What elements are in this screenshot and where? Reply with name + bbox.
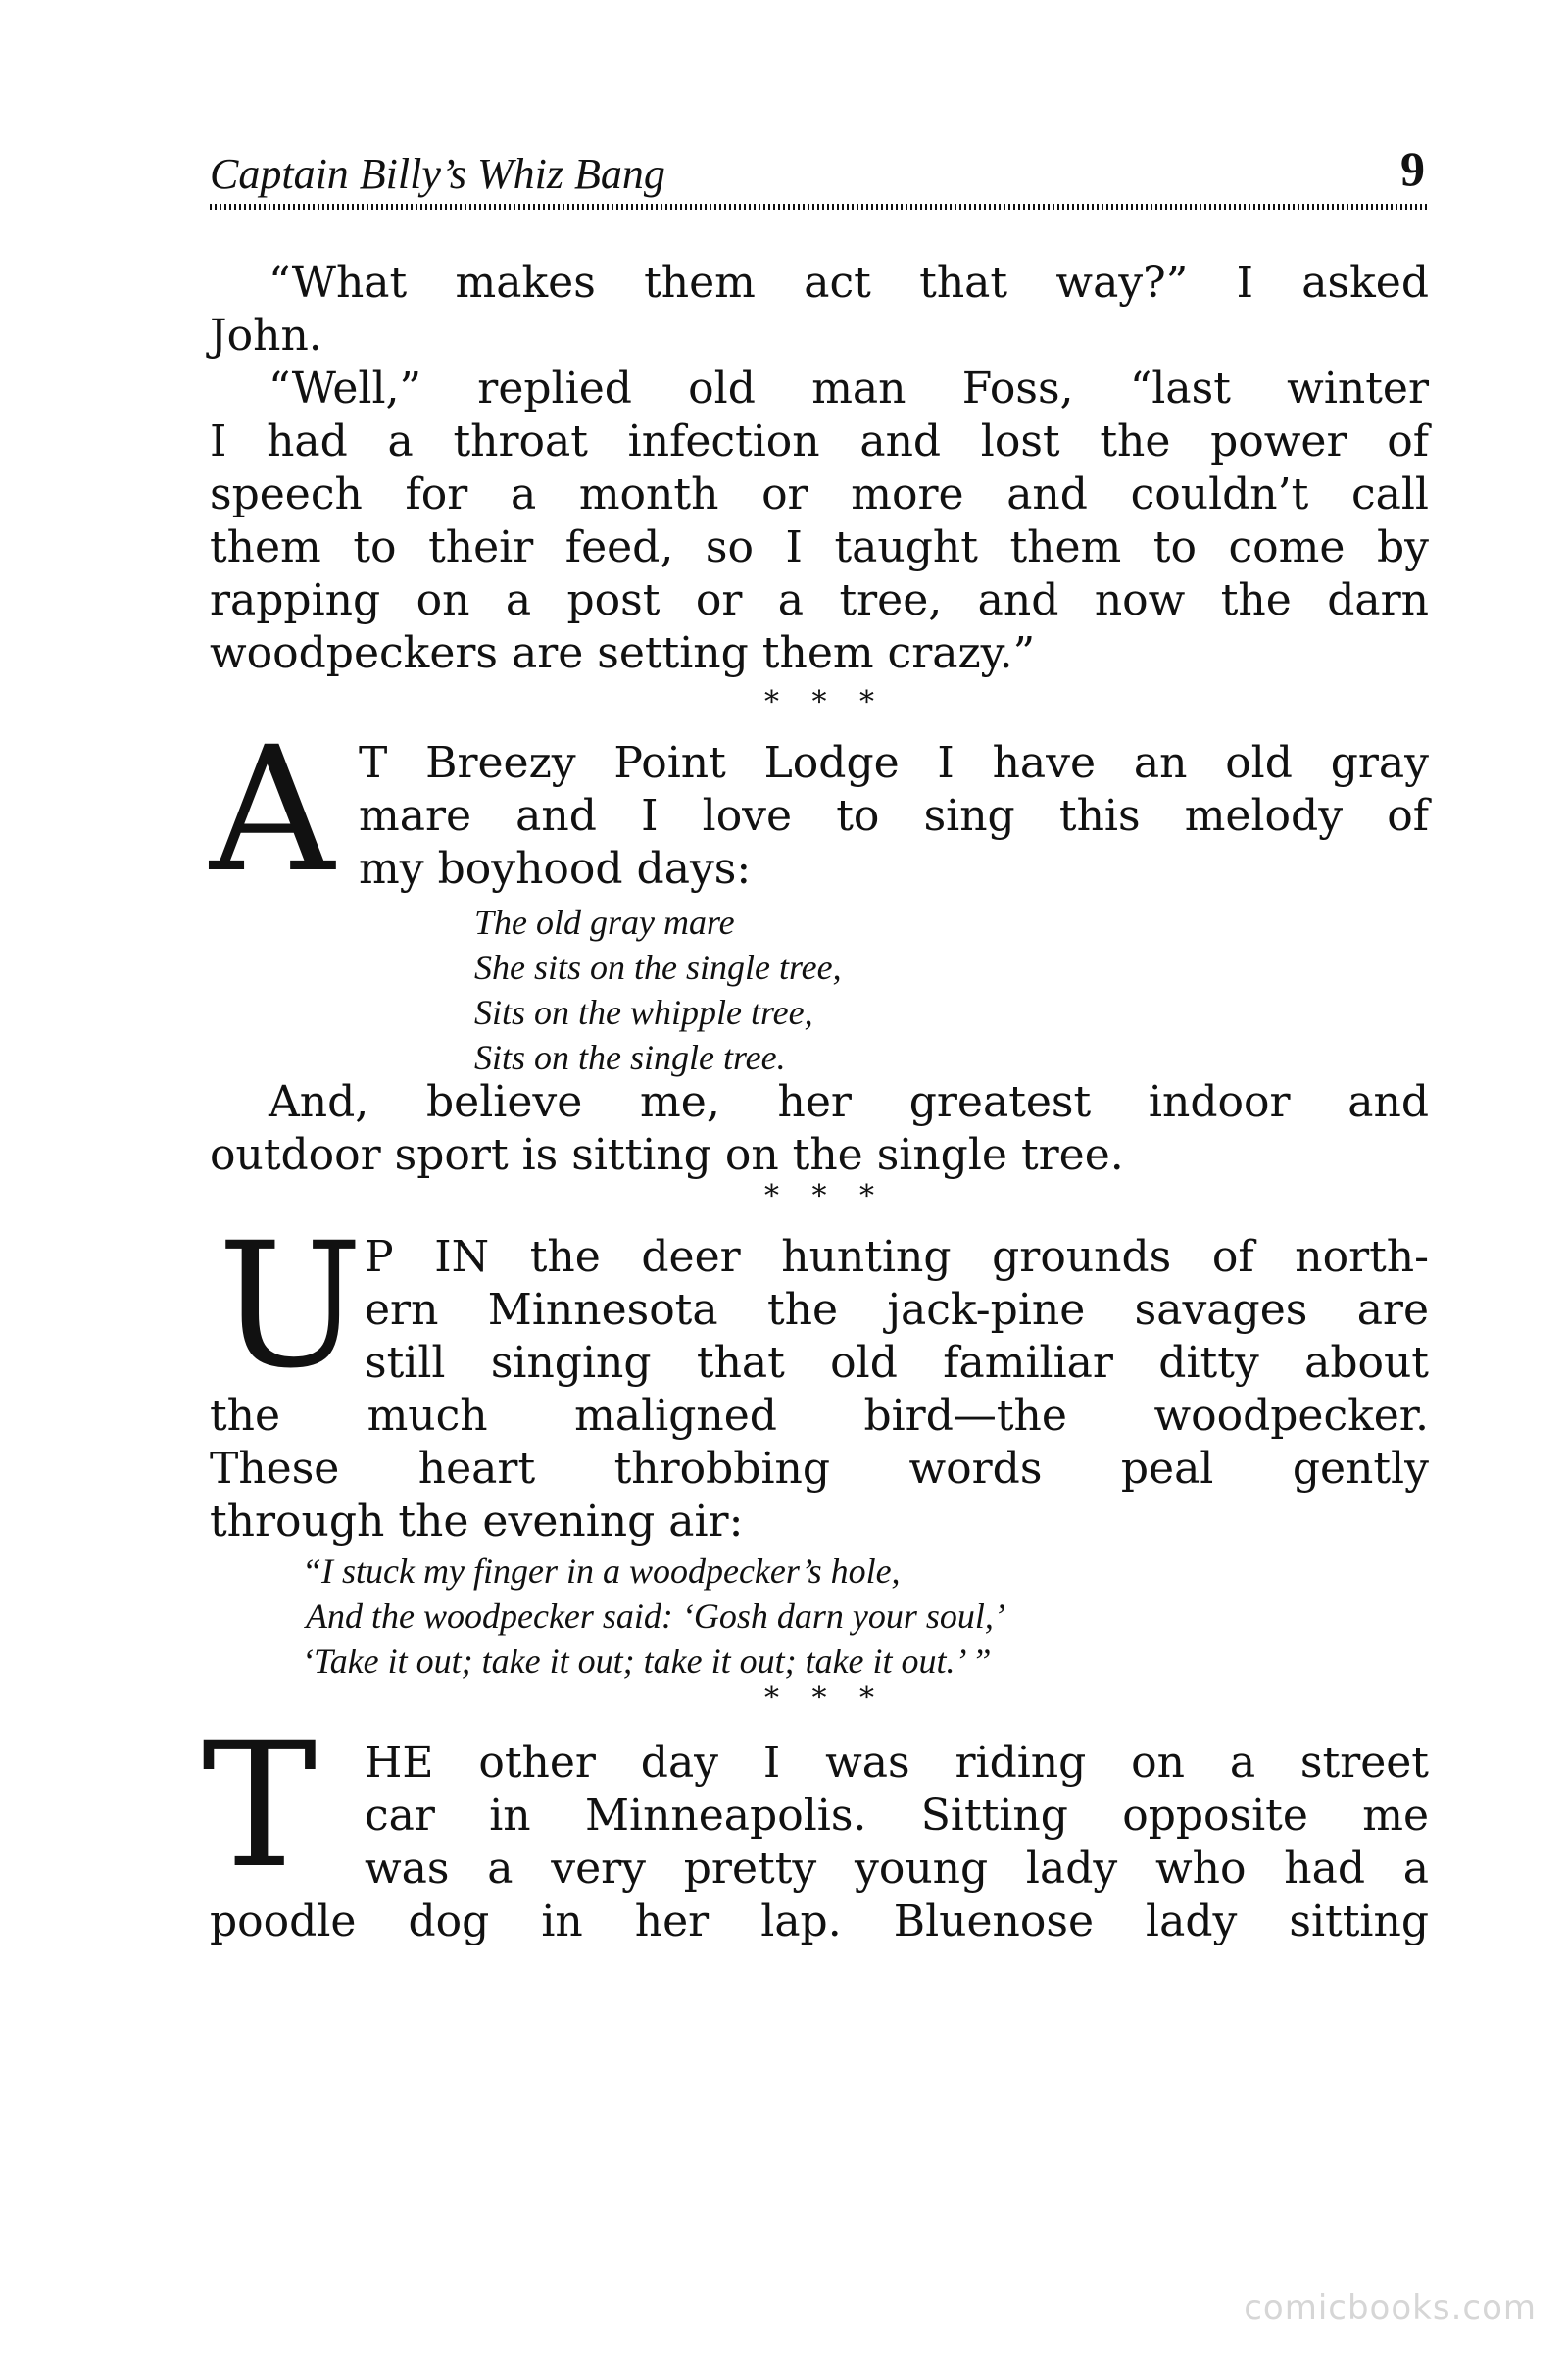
- page-number: 9: [1400, 141, 1425, 196]
- text-line: was a very pretty young lady who had a: [365, 1844, 1429, 1894]
- text-line: woodpeckers are setting them crazy.”: [210, 628, 1036, 678]
- verse-line: She sits on the single tree,: [474, 948, 842, 987]
- verse-line: The old gray mare: [474, 903, 735, 942]
- section-separator: * * *: [763, 1179, 875, 1213]
- running-header: [210, 141, 1429, 208]
- verse-gray-mare: [474, 900, 842, 1080]
- text-line: And, believe me, her greatest indoor and: [269, 1077, 1429, 1127]
- text-line: “What makes them act that way?” I asked: [269, 258, 1429, 308]
- text-line: I had a throat infection and lost the power of: [210, 417, 1429, 467]
- section-woodpecker: [365, 1231, 1429, 1390]
- text-line: through the evening air:: [210, 1497, 744, 1547]
- text-line: them to their feed, so I taught them to come by: [210, 522, 1429, 572]
- verse-line: Sits on the whipple tree,: [474, 993, 813, 1032]
- text-line: still singing that old familiar ditty about: [365, 1338, 1429, 1388]
- drop-cap-u: U: [218, 1206, 364, 1406]
- section-foss-story: [210, 257, 1429, 680]
- verse-line: Sits on the single tree.: [474, 1038, 786, 1077]
- section-woodpecker-cont: [210, 1390, 1429, 1549]
- text-line: the much maligned bird—the woodpecker.: [210, 1391, 1429, 1441]
- section-breezy-point: [359, 737, 1429, 896]
- verse-line: “I stuck my finger in a woodpecker’s hole,: [302, 1551, 901, 1591]
- drop-cap-a: A: [210, 710, 335, 911]
- section-street-car-cont: [210, 1895, 1429, 1948]
- section-separator: * * *: [763, 685, 875, 719]
- watermark: comicbooks.com: [1244, 2289, 1537, 2328]
- section-breezy-point-closing: [210, 1076, 1429, 1182]
- text-line: my boyhood days:: [359, 844, 752, 894]
- text-line: mare and I love to sing this melody of: [359, 791, 1429, 841]
- text-line: rapping on a post or a tree, and now the darn: [210, 575, 1429, 625]
- text-line: These heart throbbing words peal gently: [210, 1444, 1429, 1494]
- magazine-title: Captain Billy’s Whiz Bang: [210, 150, 665, 198]
- text-line: T Breezy Point Lodge I have an old gray: [359, 738, 1429, 788]
- text-line: poodle dog in her lap. Bluenose lady sitting: [210, 1896, 1429, 1946]
- text-line: HE other day I was riding on a street: [365, 1738, 1429, 1788]
- section-street-car: [365, 1737, 1429, 1895]
- verse-line: And the woodpecker said: ‘Gosh darn your soul,’: [306, 1597, 1005, 1636]
- text-line: ern Minnesota the jack-pine savages are: [365, 1285, 1429, 1335]
- section-separator: * * *: [763, 1681, 875, 1715]
- text-line: outdoor sport is sitting on the single tree.: [210, 1130, 1124, 1180]
- drop-cap-t: T: [202, 1705, 318, 1906]
- text-line: speech for a month or more and couldn’t call: [210, 469, 1429, 519]
- verse-woodpecker: [302, 1549, 1005, 1684]
- text-line: car in Minneapolis. Sitting opposite me: [365, 1791, 1429, 1841]
- text-line: John.: [210, 311, 322, 361]
- verse-line: ‘Take it out; take it out; take it out; take it out.’ ”: [302, 1642, 992, 1681]
- header-rule: [210, 204, 1429, 210]
- text-line: “Well,” replied old man Foss, “last winter: [269, 364, 1429, 414]
- text-line: P IN the deer hunting grounds of north-: [365, 1232, 1429, 1282]
